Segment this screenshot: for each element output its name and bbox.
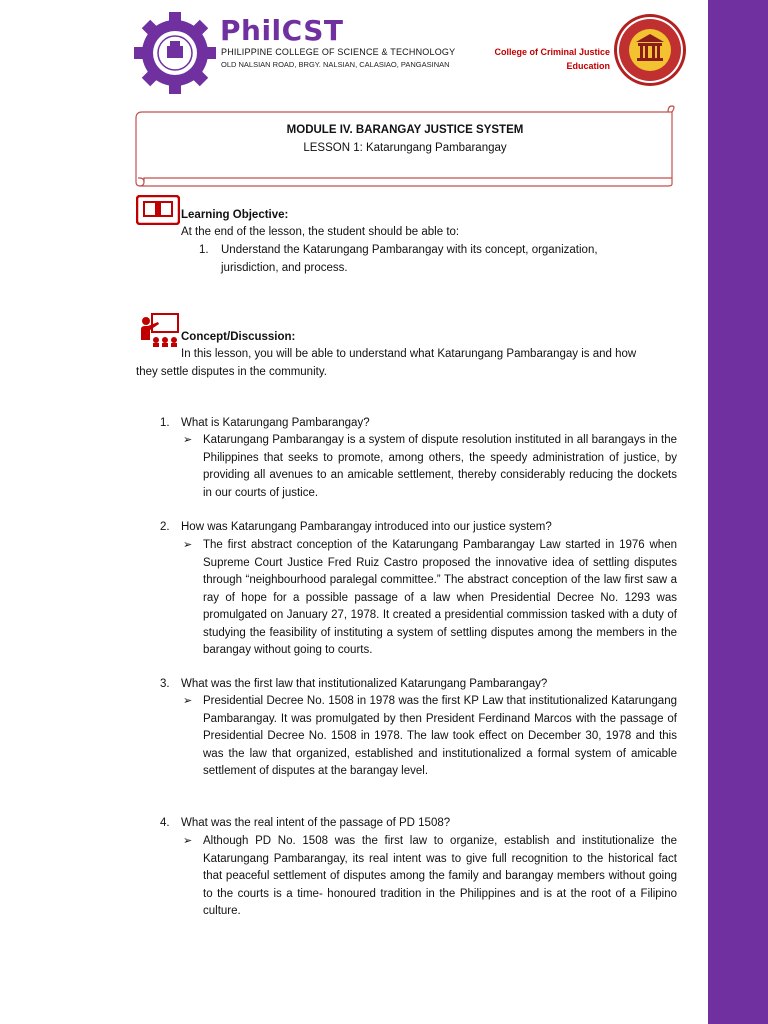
answer-text: Presidential Decree No. 1508 in 1978 was the first KP Law that institutionalized Katarungang Pambarangay. It was promulgated by then President Ferdinand Marcos with the passage of Presidential Decree No. 1508 in 1978. The law took effect on December 30, 1978 and this was the law that organized, established and institutionalized a formal system of amicable settlement of disputes at the barangay level. (203, 695, 677, 777)
arrowhead-bullet-icon: ➢ (183, 434, 193, 446)
question-number: 1. (160, 417, 170, 429)
college-seal-icon (612, 12, 688, 88)
purple-side-bar (708, 0, 768, 1024)
philcst-gear-logo-icon (132, 10, 218, 96)
question-text: What is Katarungang Pambarangay? (181, 417, 370, 429)
concept-intro-line-2: they settle disputes in the community. (136, 366, 327, 378)
concept-heading: Concept/Discussion: (181, 331, 296, 343)
brand-name: PhilCST (220, 14, 344, 47)
school-address: OLD NALSIAN ROAD, BRGY. NALSIAN, CALASIAO, PANGASINAN (221, 60, 450, 69)
arrowhead-bullet-icon: ➢ (183, 539, 193, 551)
teacher-icon (138, 312, 180, 348)
question-number: 3. (160, 678, 170, 690)
objective-item-line-2: jurisdiction, and process. (221, 262, 348, 274)
objective-heading: Learning Objective: (181, 209, 289, 221)
question-text: What was the first law that institutionalized Katarungang Pambarangay? (181, 678, 548, 690)
objective-intro: At the end of the lesson, the student should be able to: (181, 226, 460, 238)
question-text: How was Katarungang Pambarangay introduced into our justice system? (181, 521, 552, 533)
college-line-2: Education (566, 61, 610, 71)
module-title: MODULE IV. BARANGAY JUSTICE SYSTEM (286, 124, 524, 136)
answer-text: Katarungang Pambarangay is a system of dispute resolution instituted in all barangays in the Philippines that seeks to promote, among others, the speedy administration of justice, by providing all avenues to an amicable settlement, thereby considerably reducing the dockets in our courts of justice. (203, 434, 677, 499)
question-number: 2. (160, 521, 170, 533)
question-text: What was the real intent of the passage of PD 1508? (181, 817, 451, 829)
book-icon (136, 195, 180, 225)
objective-item-line-1: Understand the Katarungang Pambarangay with its concept, organization, (221, 244, 598, 256)
arrowhead-bullet-icon: ➢ (183, 835, 193, 847)
question-number: 4. (160, 817, 170, 829)
objective-item-number: 1. (199, 244, 209, 256)
answer-text: Although PD No. 1508 was the first law to organize, establish and institutionalize the Katarungang Pambarangay, its real intent was to give full recognition to the historical fact that peaceful settlement of disputes among the family and barangay members without going to the courts is a time- honoured tradition in the Philippines and is at the root of a Filipino culture. (203, 835, 677, 917)
answer-text: The first abstract conception of the Katarungang Pambarangay Law started in 1976 when Supreme Court Justice Fred Ruiz Castro proposed the innovative idea of settling disputes through “neighbourhood paralegal committee.” The abstract conception of the law first saw a ray of hope for a possible passage of a law when Presidential Decree No. 1293 was promulgated on January 27, 1978. It created a presidential commission tasked with a duty of studying the feasibility of instituting a system of settling disputes among the members in the barangay without going to courts. (203, 539, 677, 656)
college-label (470, 45, 610, 73)
concept-intro-line-1: In this lesson, you will be able to understand what Katarungang Pambarangay is and how (181, 348, 637, 360)
arrowhead-bullet-icon: ➢ (183, 695, 193, 707)
college-line-1: College of Criminal Justice (494, 47, 610, 57)
school-name: PHILIPPINE COLLEGE OF SCIENCE & TECHNOLOGY (221, 47, 456, 57)
lesson-title: LESSON 1: Katarungang Pambarangay (303, 142, 507, 154)
